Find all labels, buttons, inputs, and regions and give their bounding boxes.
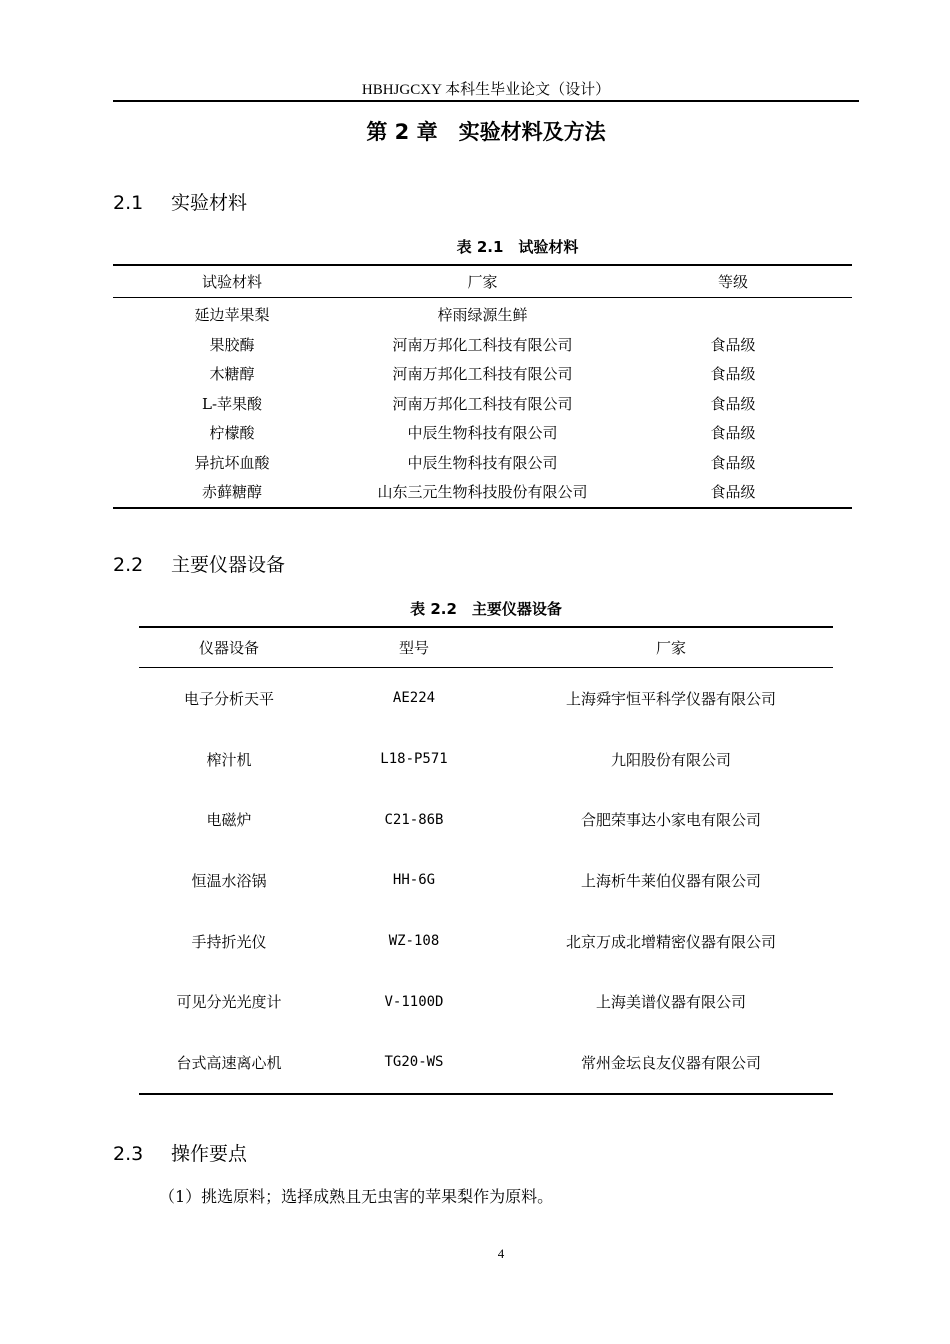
table-cell: 台式高速离心机 (176, 1053, 282, 1072)
section-number: 2.2 (113, 554, 144, 576)
table-cell: 异抗坏血酸 (194, 453, 270, 472)
table-cell: 常州金坛良友仪器有限公司 (580, 1053, 761, 1072)
table-cell: 手持折光仪 (191, 932, 267, 951)
header-rule (113, 100, 859, 102)
table-row (139, 911, 833, 972)
table-cell: 合肥荣事达小家电有限公司 (580, 811, 761, 830)
table-cell: 中辰生物科技有限公司 (407, 424, 558, 443)
chapter-title: 第 2 章 实验材料及方法 (366, 120, 606, 144)
table-cell: 食品级 (710, 365, 756, 384)
column-header: 厂家 (509, 627, 833, 668)
column-header: 厂家 (351, 265, 614, 298)
table-row (139, 1032, 833, 1094)
table-cell: WZ-108 (388, 933, 440, 950)
table-cell (614, 298, 852, 330)
table-cell: 梓雨绿源生鲜 (437, 306, 528, 325)
table-cell: 柠檬酸 (209, 424, 255, 443)
equipment-table (139, 626, 833, 1095)
table-cell: L18-P571 (380, 751, 448, 768)
table-row (113, 389, 852, 419)
table1-caption: 表 2.1 试验材料 (456, 238, 579, 256)
table-cell: 食品级 (710, 483, 756, 502)
table-cell: 中辰生物科技有限公司 (407, 453, 558, 472)
table-row (113, 418, 852, 448)
table-cell: L-苹果酸 (201, 394, 263, 413)
table-cell: 九阳股份有限公司 (610, 750, 731, 769)
table-cell: AE224 (392, 690, 436, 707)
table-cell: 果胶酶 (209, 335, 255, 354)
page-number: 4 (497, 1246, 505, 1261)
table-cell: 榨汁机 (206, 750, 252, 769)
column-header: 型号 (319, 627, 509, 668)
table-cell: TG20-WS (384, 1054, 444, 1071)
section-number: 2.3 (113, 1143, 144, 1165)
table-cell: 山东三元生物科技股份有限公司 (377, 483, 588, 502)
table-cell: C21-86B (384, 811, 444, 828)
table-header-row (113, 265, 852, 298)
table-cell: 上海析牛莱伯仪器有限公司 (580, 871, 761, 890)
table-cell: 上海美谱仪器有限公司 (595, 993, 746, 1012)
table-cell: 木糖醇 (209, 365, 255, 384)
table-cell: 食品级 (710, 394, 756, 413)
section-heading (113, 188, 247, 215)
column-header: 试验材料 (113, 265, 351, 298)
section-heading (113, 550, 285, 577)
section-title: 实验材料 (171, 192, 248, 214)
table-cell: 河南万邦化工科技有限公司 (392, 365, 573, 384)
table-cell: 食品级 (710, 453, 756, 472)
table-header-row (139, 627, 833, 668)
table-cell: 延边苹果梨 (194, 306, 270, 325)
table-cell: HH-6G (392, 872, 436, 889)
column-header: 等级 (614, 265, 852, 298)
table-cell: 食品级 (710, 335, 756, 354)
table-cell: 赤藓糖醇 (201, 483, 262, 502)
materials-table (113, 264, 852, 509)
table-cell: V-1100D (384, 993, 444, 1010)
table-row (113, 477, 852, 508)
section-title: 操作要点 (171, 1143, 248, 1165)
table-cell: 电磁炉 (206, 811, 252, 830)
section-number: 2.1 (113, 192, 144, 214)
table2-caption: 表 2.2 主要仪器设备 (410, 600, 562, 618)
section-heading (113, 1139, 247, 1166)
body-paragraph: （1）挑选原料；选择成熟且无虫害的苹果梨作为原料。 (159, 1187, 554, 1206)
table-cell: 河南万邦化工科技有限公司 (392, 394, 573, 413)
column-header: 仪器设备 (139, 627, 319, 668)
table-cell: 可见分光光度计 (176, 993, 282, 1012)
table-cell: 河南万邦化工科技有限公司 (392, 335, 573, 354)
table-row (139, 789, 833, 850)
table-row (139, 668, 833, 729)
table-row (113, 359, 852, 389)
table-row (113, 330, 852, 360)
section-title: 主要仪器设备 (171, 554, 286, 576)
table-row (139, 729, 833, 790)
table-cell: 电子分析天平 (183, 689, 274, 708)
table-cell: 北京万成北增精密仪器有限公司 (565, 932, 776, 951)
table-row (113, 298, 852, 330)
table-row (139, 850, 833, 911)
page-header: HBHJGCXY 本科生毕业论文（设计） (361, 82, 611, 98)
table-cell: 恒温水浴锅 (191, 871, 267, 890)
table-row (139, 971, 833, 1032)
table-row (113, 448, 852, 478)
table-cell: 食品级 (710, 424, 756, 443)
table-cell: 上海舜宇恒平科学仪器有限公司 (565, 689, 776, 708)
